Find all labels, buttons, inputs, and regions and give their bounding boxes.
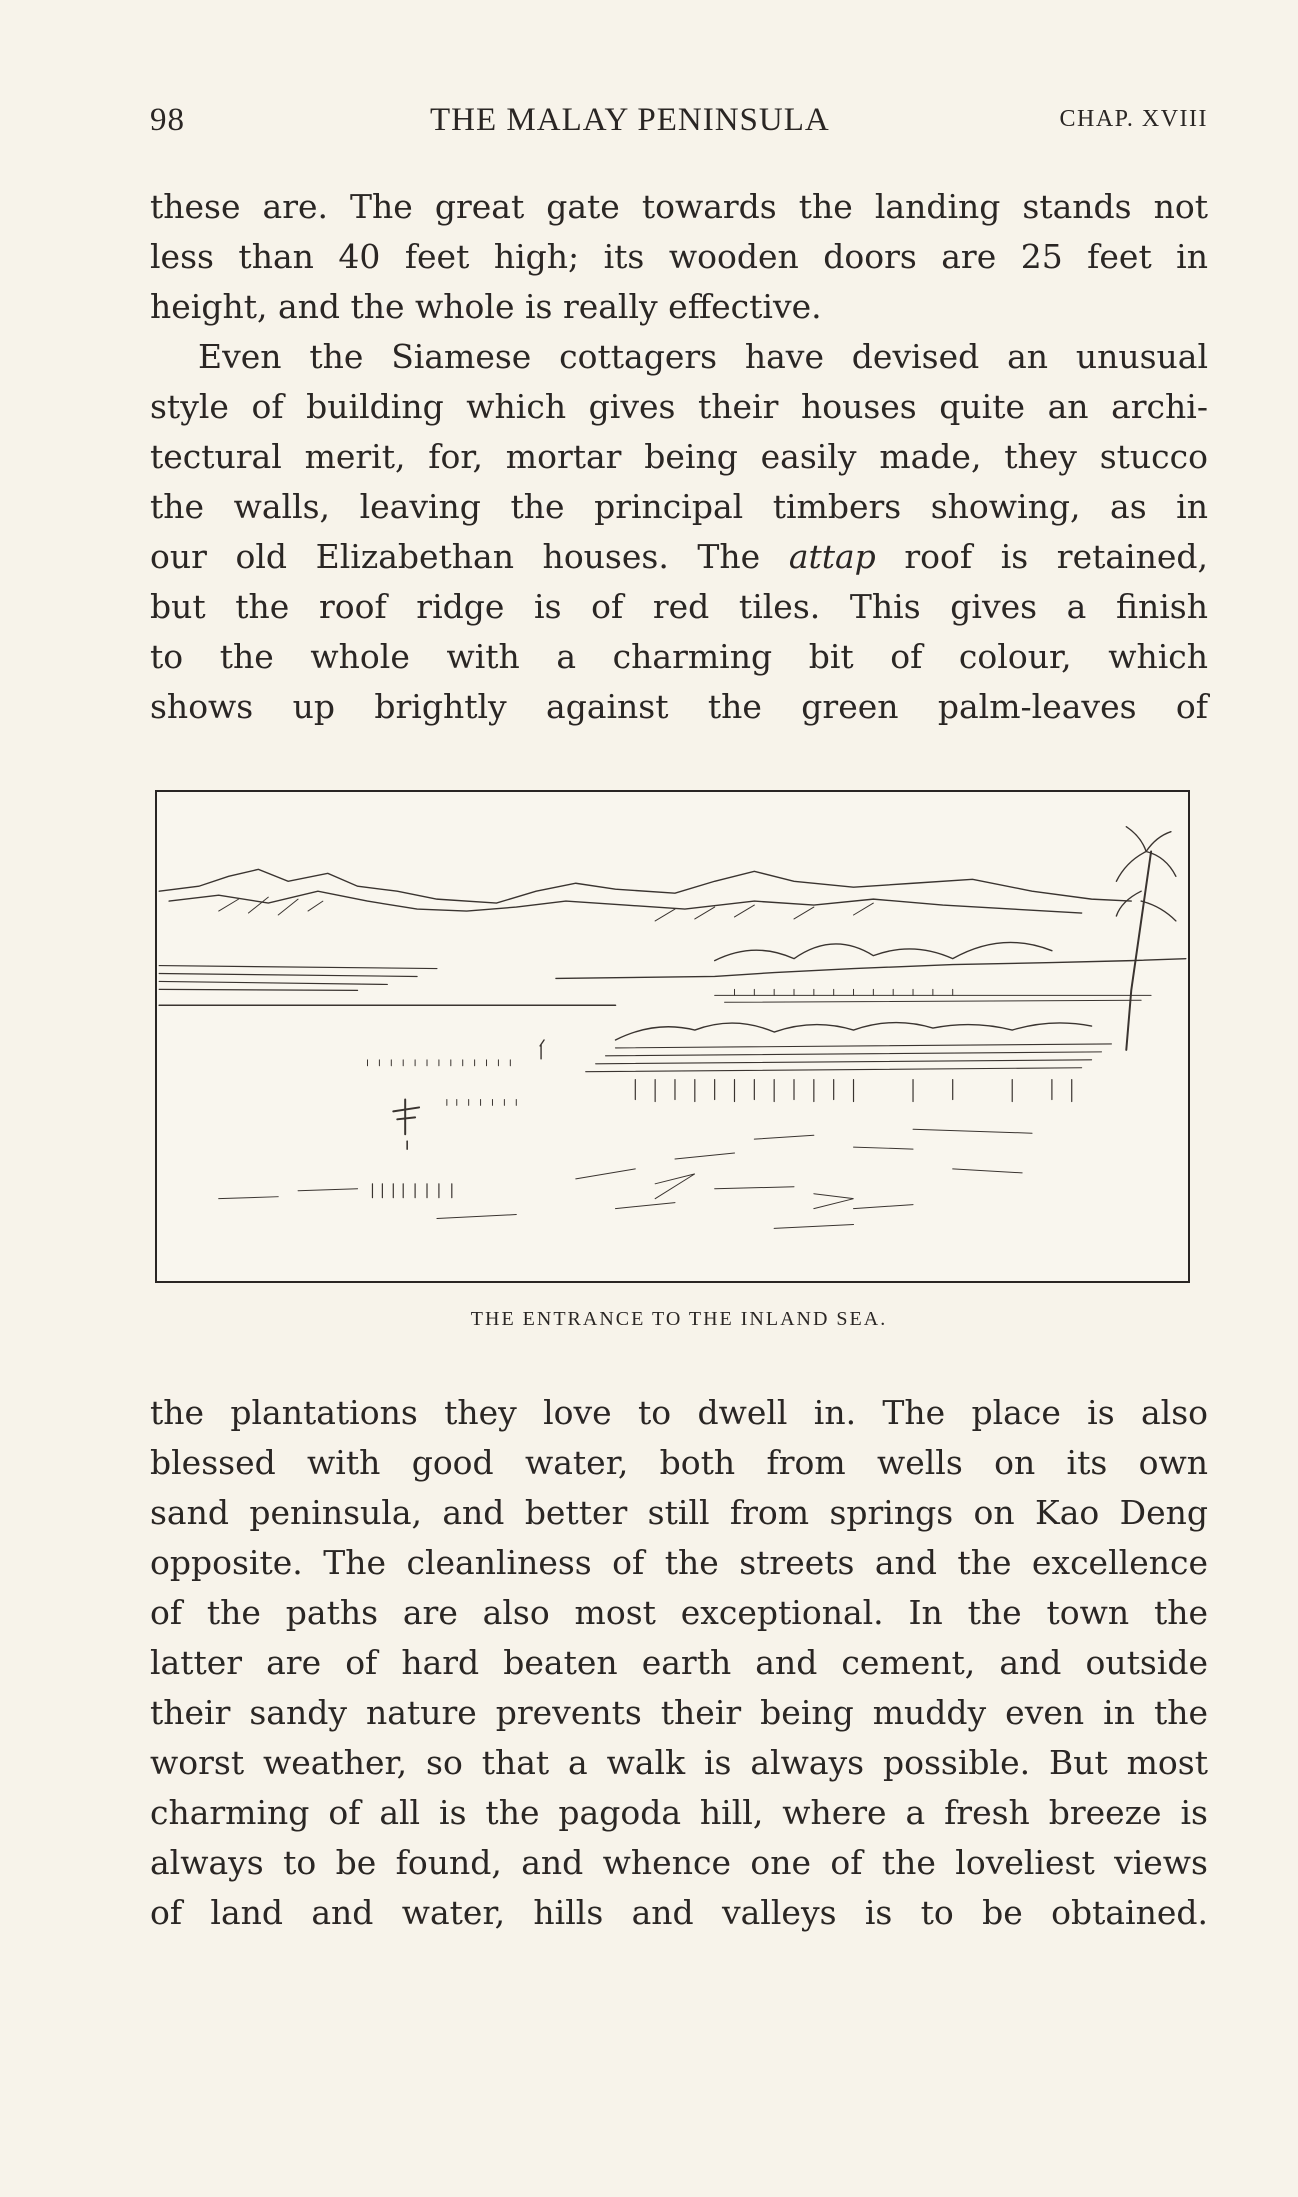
text-line: charming of all is the pagoda hill, where a fresh breeze is [150, 1793, 1208, 1832]
inland-sea-engraving [157, 792, 1188, 1281]
text-line: of the paths are also most exceptional. In the town the [150, 1593, 1208, 1632]
paragraph-1 [150, 182, 1208, 332]
pilings-far [734, 989, 952, 995]
text-line-with-italic [150, 532, 1208, 582]
fence-stakes [372, 1184, 451, 1198]
figure-caption: THE ENTRANCE TO THE INLAND SEA. [470, 1308, 888, 1330]
text-line: sand peninsula, and better still from springs on Kao Deng [150, 1493, 1208, 1532]
text-line: tectural merit, for, mortar being easily made, they stucco [150, 437, 1208, 476]
fish-stakes [367, 1060, 510, 1066]
running-head [150, 102, 1208, 142]
text-line: height, and the whole is really effective. [150, 287, 822, 326]
figure-marker [540, 1040, 544, 1059]
text-line: less than 40 feet high; its wooden doors are 25 feet in [150, 237, 1208, 276]
water-horizon [159, 966, 437, 991]
text-line: their sandy nature prevents their being muddy even in the [150, 1693, 1208, 1732]
hill-outline [159, 869, 1131, 903]
running-title: THE MALAY PENINSULA [430, 102, 830, 138]
text-line: the walls, leaving the principal timbers showing, as in [150, 487, 1208, 526]
hill-hatching [219, 897, 874, 921]
palm-trunk [1126, 852, 1151, 1050]
chapter-label: CHAP. XVIII [1059, 106, 1208, 132]
text-line: to the whole with a charming bit of colour, which [150, 637, 1208, 676]
text-line: style of building which gives their houses quite an archi- [150, 387, 1208, 426]
text-line: opposite. The cleanliness of the streets and the excellence [150, 1543, 1208, 1582]
text-run: our old Elizabethan houses. The [150, 537, 761, 576]
text-run: roof is retained, [904, 537, 1208, 576]
text-line: latter are of hard beaten earth and cement, and outside [150, 1643, 1208, 1682]
text-line: worst weather, so that a walk is always possible. But most [150, 1743, 1208, 1782]
hill-ridge [169, 891, 1082, 913]
paragraph-2 [150, 332, 1208, 732]
text-line: shows up brightly against the green palm-leaves of [150, 687, 1208, 726]
page-number: 98 [150, 102, 185, 138]
far-shore [556, 959, 1186, 979]
village-pilings [635, 1080, 1071, 1102]
boat-mast [393, 1099, 419, 1134]
illustration-frame [155, 790, 1190, 1283]
fish-stakes-2 [447, 1099, 516, 1105]
text-line: Even the Siamese cottagers have devised an unusual [198, 337, 1208, 376]
text-line: but the roof ridge is of red tiles. This gives a finish [150, 587, 1208, 626]
palm-fronds [1116, 827, 1176, 921]
italic-word: attap [788, 537, 876, 576]
text-line: always to be found, and whence one of the loveliest views [150, 1843, 1208, 1882]
text-line: of land and water, hills and valleys is to be obtained. [150, 1893, 1208, 1932]
village-canopy [615, 1023, 1091, 1040]
far-bank-line [715, 995, 1151, 1002]
water-ripples [219, 1129, 1032, 1228]
water-ripples-2 [655, 1174, 853, 1209]
paragraph-3 [150, 1388, 1208, 1938]
trees-far [715, 942, 1052, 960]
text-line: blessed with good water, both from wells on its own [150, 1443, 1208, 1482]
text-line: these are. The great gate towards the landing stands not [150, 187, 1208, 226]
text-line: the plantations they love to dwell in. The place is also [150, 1393, 1208, 1432]
village-stilts-base [586, 1044, 1112, 1072]
